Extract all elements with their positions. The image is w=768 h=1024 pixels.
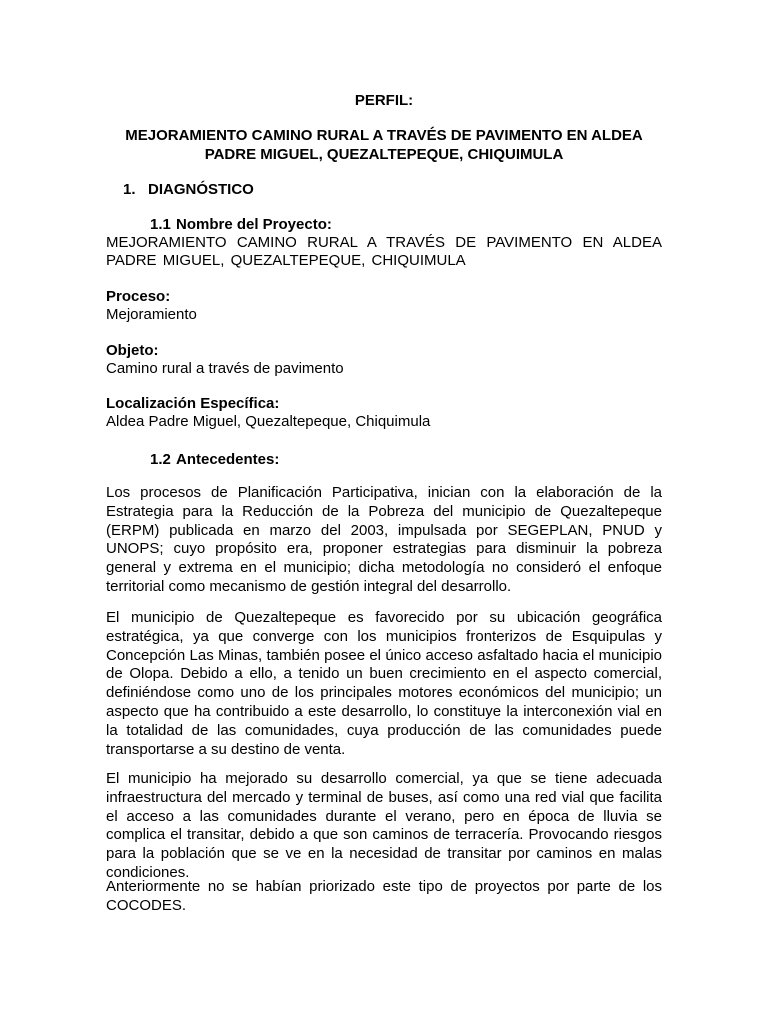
section-number: 1. bbox=[123, 181, 136, 198]
field-objeto bbox=[106, 342, 662, 378]
paragraph: El municipio de Quezaltepeque es favorecido por su ubicación geográfica estratégica, ya que converge con los municipios fronterizos de Esquipulas y Concepción Las Minas, también posee el único acceso asfaltado hacia el municipio de Olopa. Debido a ello, a tenido un buen crecimiento en el aspecto comercial, definiéndose como uno de los principales motores económicos del municipio; un aspecto que ha contribuido a este desarrollo, lo constituye la interconexión vial en la totalidad de las comunidades, cuya producción de las comunidades puede transportarse a su destino de venta. bbox=[106, 609, 662, 758]
subsection-title: Antecedentes: bbox=[176, 451, 280, 468]
project-name-block bbox=[106, 234, 662, 270]
project-name-value: MEJORAMIENTO CAMINO RURAL A TRAVÉS DE PAVIMENTO EN ALDEA PADRE MIGUEL, QUEZALTEPEQUE, CHIQUIMULA bbox=[106, 234, 662, 269]
section-heading-diagnostico bbox=[123, 180, 254, 199]
subsection-heading-antecedentes bbox=[150, 450, 279, 469]
subsection-heading-nombre bbox=[150, 215, 332, 234]
section-title: DIAGNÓSTICO bbox=[148, 181, 254, 198]
paragraph: Anteriormente no se habían priorizado este tipo de proyectos por parte de los COCODES. bbox=[106, 878, 662, 914]
field-value: Mejoramiento bbox=[106, 306, 197, 323]
document-title: MEJORAMIENTO CAMINO RURAL A TRAVÉS DE PAVIMENTO EN ALDEA PADRE MIGUEL, QUEZALTEPEQUE, CHIQUIMULA bbox=[125, 127, 643, 163]
paragraph: El municipio ha mejorado su desarrollo comercial, ya que se tiene adecuada infraestructura del mercado y terminal de buses, así como una red vial que facilita el acceso a las comunidades durante el verano, pero en época de lluvia se complica el transitar, debido a que son caminos de terracería. Provocando riesgos para la población que se ve en la necesidad de transitar por caminos en malas condiciones. bbox=[106, 770, 662, 881]
field-localizacion bbox=[106, 395, 662, 431]
subsection-title: Nombre del Proyecto: bbox=[176, 216, 332, 233]
field-label: Localización Específica: bbox=[106, 395, 280, 412]
field-value: Camino rural a través de pavimento bbox=[106, 360, 344, 377]
subsection-number: 1.2 bbox=[150, 451, 171, 468]
field-value: Aldea Padre Miguel, Quezaltepeque, Chiquimula bbox=[106, 413, 431, 430]
paragraph: Los procesos de Planificación Participativa, inician con la elaboración de la Estrategia para la Reducción de la Pobreza del municipio de Quezaltepeque (ERPM) publicada en marzo del 2003, impulsada por SEGEPLAN, PNUD y UNOPS; cuyo propósito era, proponer estrategias para disminuir la pobreza general y extrema en el municipio; dicha metodología no consideró el enfoque territorial como mecanismo de gestión integral del desarrollo. bbox=[106, 484, 662, 595]
field-label: Proceso: bbox=[106, 288, 171, 305]
subsection-number: 1.1 bbox=[150, 216, 171, 233]
field-label: Objeto: bbox=[106, 342, 159, 359]
document-label: PERFIL: bbox=[354, 92, 414, 109]
field-proceso bbox=[106, 288, 662, 324]
